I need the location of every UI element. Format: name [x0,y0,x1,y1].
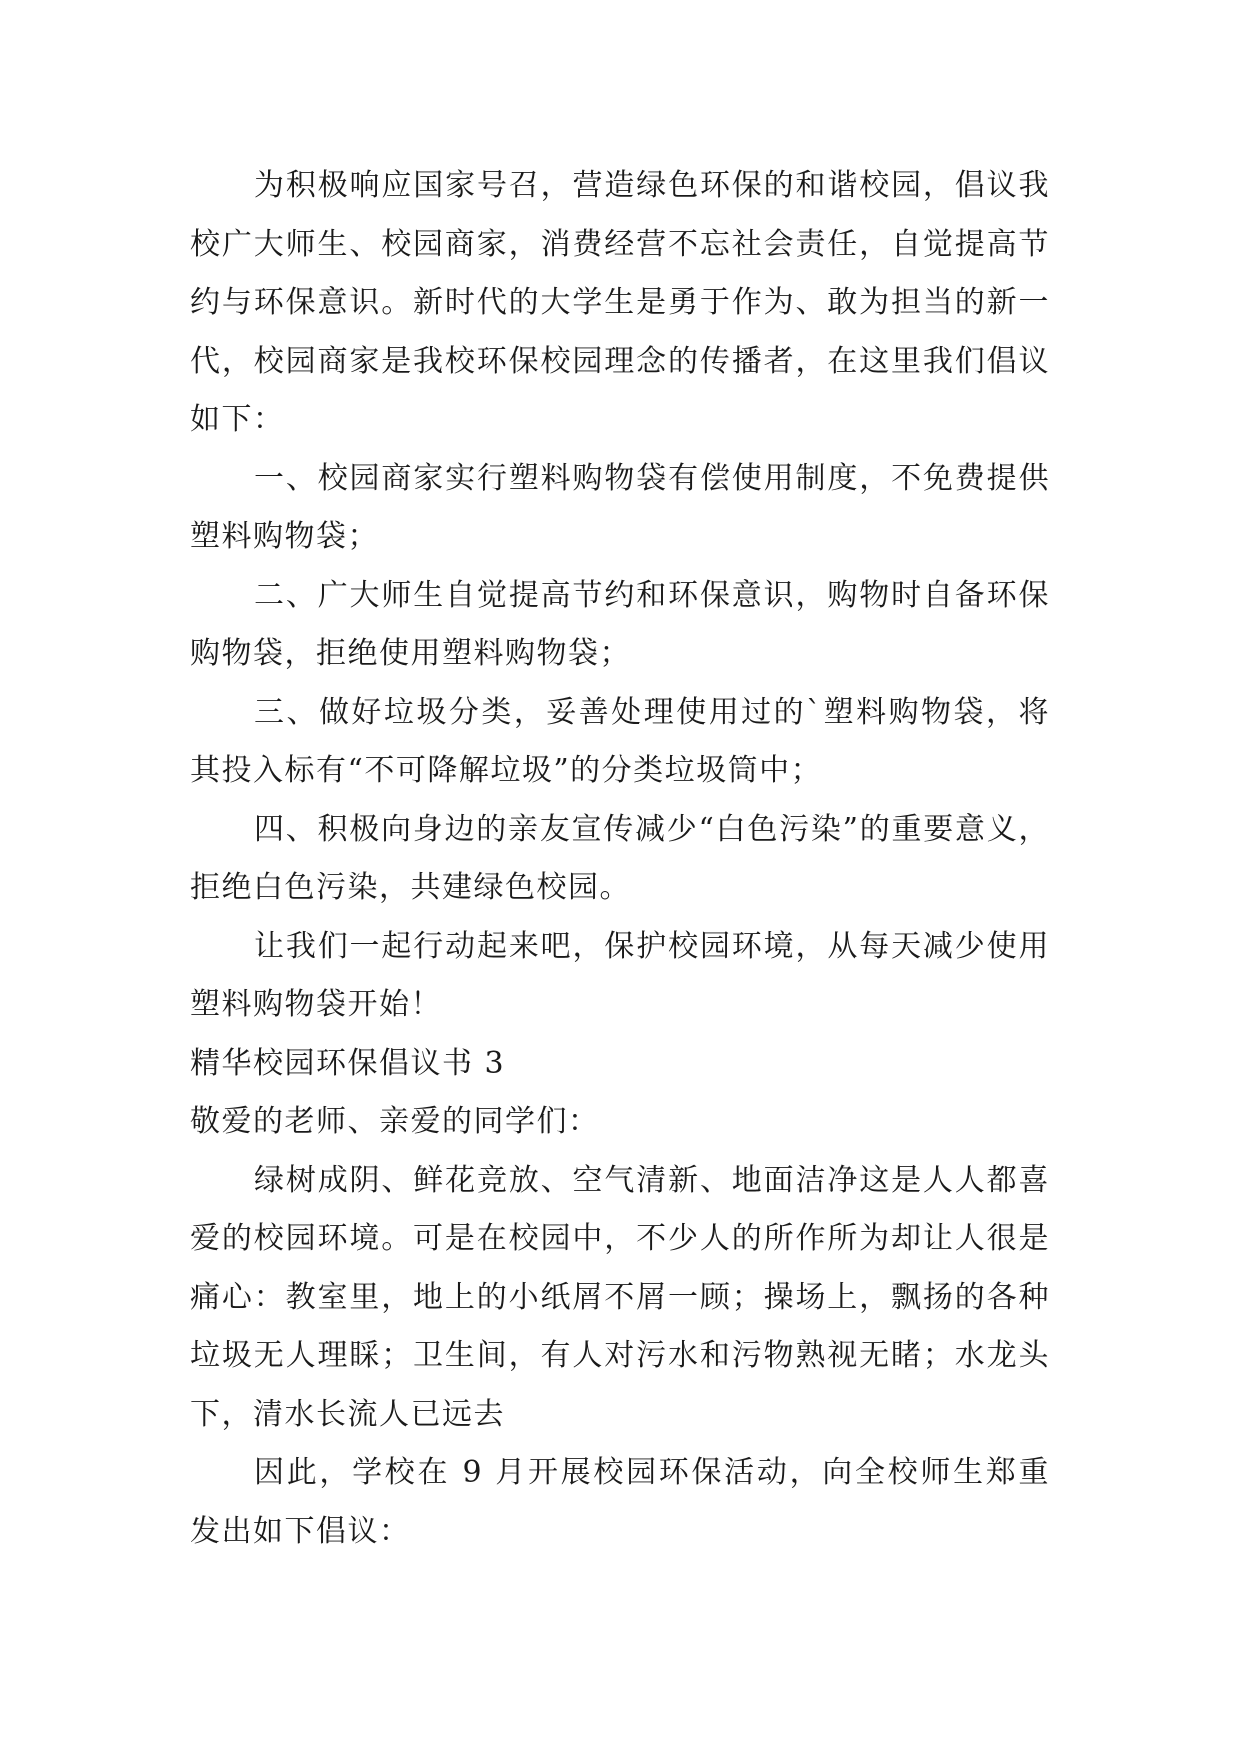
proposal-item-3: 三、做好垃圾分类，妥善处理使用过的`塑料购物袋，将其投入标有“不可降解垃圾”的分类垃圾筒中； [190,694,1050,788]
proposal-item-1: 一、校园商家实行塑料购物袋有偿使用制度，不免费提供塑料购物袋； [190,460,1050,554]
intro-paragraph: 为积极响应国家号召，营造绿色环保的和谐校园，倡议我校广大师生、校园商家，消费经营不忘社会责任，自觉提高节约与环保意识。新时代的大学生是勇于作为、敢为担当的新一代，校园商家是我校环保校园理念的传播者，在这里我们倡议如下： [190,168,1050,437]
closing-paragraph: 让我们一起行动起来吧，保护校园环境，从每天减少使用塑料购物袋开始！ [190,928,1050,1022]
proposal-item-2: 二、广大师生自觉提高节约和环保意识，购物时自备环保购物袋，拒绝使用塑料购物袋； [190,577,1050,671]
proposal-item-4: 四、积极向身边的亲友宣传减少“白色污染”的重要意义，拒绝白色污染，共建绿色校园。 [190,811,1050,905]
document-page [190,157,1050,1561]
salutation: 敬爱的老师、亲爱的同学们： [190,1104,600,1139]
initiative-paragraph: 因此，学校在 9 月开展校园环保活动，向全校师生郑重发出如下倡议： [190,1455,1050,1549]
section-title: 精华校园环保倡议书 3 [190,1045,506,1081]
environment-paragraph: 绿树成阴、鲜花竞放、空气清新、地面洁净这是人人都喜爱的校园环境。可是在校园中，不少人的所作所为却让人很是痛心：教室里，地上的小纸屑不屑一顾；操场上，飘扬的各种垃圾无人理睬；卫生间，有人对污水和污物熟视无睹；水龙头下，清水长流人已远去 [190,1162,1050,1432]
